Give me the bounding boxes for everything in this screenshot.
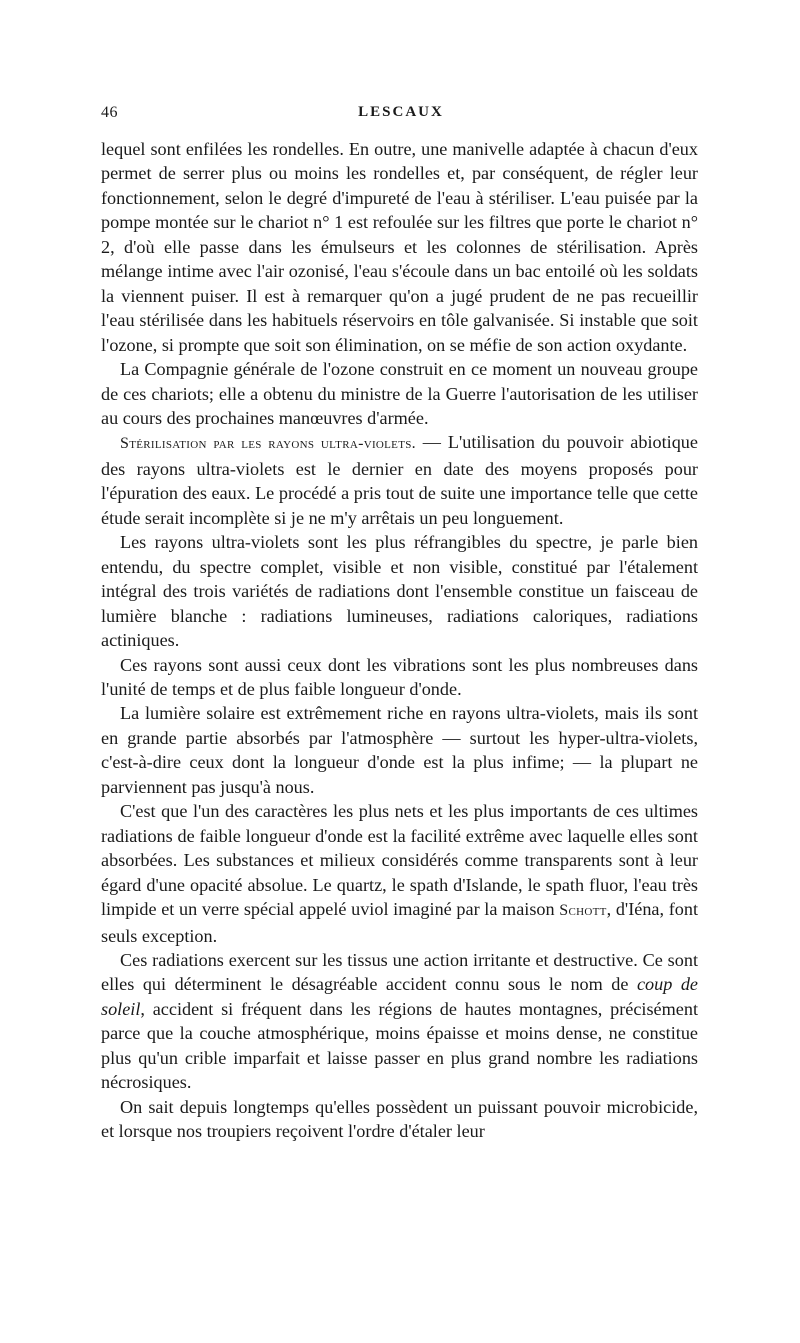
paragraph-text: — L'utilisation du pouvoir abiotique des rayons ultra-violets est le dernier en date des moyens proposés pour l'épuration des eaux. Le procédé a pris tout de suite une importance telle que cette étude serait incomplète si je ne m'y arrêtais un peu longuement. [101, 432, 698, 528]
page-header [101, 104, 701, 128]
paragraph-uv-spectrum [101, 530, 698, 652]
paragraph-text-after: , d'Iéna, font seuls exception. [101, 899, 698, 946]
paragraph-text-after: , accident si fréquent dans les régions de hautes montagnes, précisément parce que la couche atmosphérique, moins épaisse et moins dense, ne constitue plus qu'un crible imparfait et laisse passer en plus grand nombre les radiations nécrosiques. [101, 998, 698, 1093]
body-text [101, 137, 698, 1144]
maker-name: Schott [559, 902, 607, 920]
paragraph-text: On sait depuis longtemps qu'elles possèdent un puissant pouvoir microbicide, et lorsque nos troupiers reçoivent l'ordre d'étaler leur [101, 1096, 698, 1142]
paragraph-uv-vibrations [101, 653, 698, 702]
paragraph-irritant-action [101, 948, 698, 1095]
paragraph-uv-section [101, 430, 698, 530]
paragraph-text: Ces radiations exercent sur les tissus une action irritante et destructive. Ce sont elles qui déterminent le désagréable accident connu sous le nom de [101, 949, 698, 995]
paragraph-absorption [101, 799, 698, 948]
paragraph-text: lequel sont enfilées les rondelles. En outre, une manivelle adaptée à chacun d'eux permet de serrer plus ou moins les rondelles et, par conséquent, de régler leur fonctionnement, selon le degré d'impureté de l'eau à stériliser. L'eau puisée par la pompe montée sur le chariot n° 1 est refoulée sur les filtres que porte le chariot n° 2, d'où elle passe dans les émulseurs et les colonnes de stérilisation. Après mélange intime avec l'air ozonisé, l'eau s'écoule dans un bac entoilé où les soldats la viennent puiser. Il est à remarquer qu'on a jugé prudent de ne pas recueillir l'eau stérilisée dans les habituels réservoirs en tôle galvanisée. Si instable que soit l'ozone, si prompte que soit son élimination, on se méfie de son action oxydante. [101, 139, 698, 355]
page-number: 46 [101, 104, 118, 121]
paragraph-solar-light [101, 701, 698, 799]
paragraph-text: La lumière solaire est extrêmement riche en rayons ultra-violets, mais ils sont en grande partie absorbés par l'atmosphère — surtout les hyper-ultra-violets, c'est-à-dire ceux dont la longueur d'onde est la plus infime; — la plupart ne parviennent pas jusqu'à nous. [101, 703, 698, 797]
section-heading: Stérilisation par les rayons ultra-violets. [120, 435, 416, 453]
paragraph-text: Ces rayons sont aussi ceux dont les vibrations sont les plus nombreuses dans l'unité de temps et de plus faible longueur d'onde. [101, 654, 698, 699]
paragraph-text: La Compagnie générale de l'ozone construit en ce moment un nouveau groupe de ces chariots; elle a obtenu du ministre de la Guerre l'autorisation de les utiliser au cours des prochaines manœuvres d'armée. [101, 359, 698, 428]
paragraph-microbicide [101, 1095, 698, 1144]
paragraph-continuation [101, 137, 698, 357]
paragraph-text: C'est que l'un des caractères les plus nets et les plus importants de ces ultimes radiations de faible longueur d'onde est la facilité extrême avec laquelle elles sont absorbées. Les substances et milieux considérés comme transparents sont à leur égard d'une opacité absolue. Le quartz, le spath d'Islande, le spath fluor, l'eau très limpide et un verre spécial appelé uviol imaginé par la maison [101, 801, 698, 920]
italic-term: coup de soleil [101, 974, 698, 1019]
paragraph-text: Les rayons ultra-violets sont les plus réfrangibles du spectre, je parle bien entendu, du spectre complet, visible et non visible, constitué par l'étalement intégral des trois variétés de radiations dont l'ensemble constitue un faisceau de lumière blanche : radiations lumineuses, radiations caloriques, radiations actiniques. [101, 532, 698, 651]
paragraph-ozone-company [101, 357, 698, 430]
running-title: LESCAUX [358, 104, 444, 120]
